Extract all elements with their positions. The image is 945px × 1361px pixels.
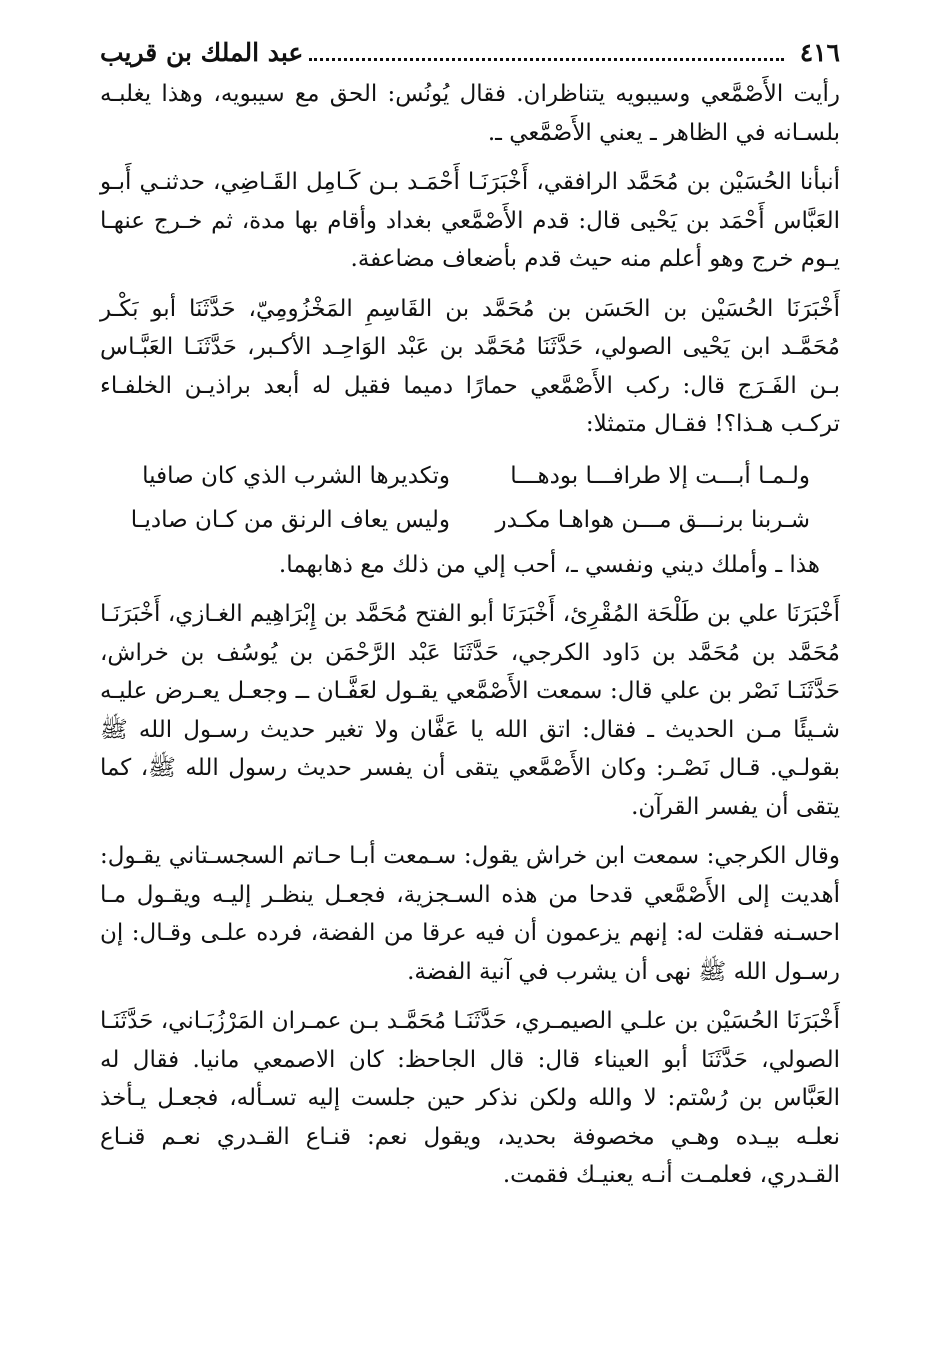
verse-line <box>100 498 840 542</box>
verse-line <box>100 454 840 498</box>
poem <box>100 454 840 542</box>
verse-first-hemistich: ولـمـا أبـــت إلا طرافـــا بودهـــا <box>510 462 810 489</box>
paragraph: رأيت الأَصْمَّعي وسيبويه يتناظران. فقال يُونُس: الحق مع سيبويه، وهذا يغلبـه بلسـانه في الظاهر ـ يعني الأَصْمَّعي ـ. <box>100 81 840 146</box>
verse-first-hemistich: شـربنا برنـــق مـــن هواهـا مكـدر <box>495 506 810 533</box>
paragraph: أَخْبَرَنَا الحُسَيْن بن علـي الصيمـري، حَدَّثَنَـا مُحَمَّـد بـن عمـران المَرْزُبَـاني، حَدَّثَنَـا الصولي، حَدَّثَنَا أبو العيناء قال: قال الجاحظ: كان الاصمعي مانيا. فقال له العَبَّاس بن رُسْتم: لا والله ولكن نذكر حين جلست إليه تسـأله، فجعـل يـأخذ نعلـه بيـده وهـي مخصوفة بحديد، ويقول نعم: قنـاع القـدري نعـم قنـاع القـدري، فعلمـت أنـه يعنيـك فقمت. <box>100 1008 840 1188</box>
verse-second-hemistich: وتكديرها الشرب الذي كان صافيا <box>142 462 450 489</box>
after-poem-line: هذا ـ وأملك ديني ونفسي ـ، أحب إلي من ذلك مع ذهابهما. <box>278 551 820 578</box>
header-title: عبد الملك بن قريب <box>100 38 304 67</box>
book-page <box>100 38 840 1195</box>
verse-second-hemistich: وليس يعاف الرنق من كـان صاديـا <box>130 506 450 533</box>
paragraph: أَخْبَرَنَا الحُسَيْن بن الحَسَن بن مُحَمَّد بن القَاسِمِ المَخْزُومِيّ، حَدَّثَنَا أبو بَكْـر مُحَمَّـد ابن يَحْيى الصولي، حَدَّثَنَا مُحَمَّد بن عَبْد الوَاحِـد الأكـبر، حَدَّثَنَـا العَبَّـاس بـن الفَـرَج قال: ركب الأَصْمَّعي حمارًا دميما فقيل له أبعد براذيـن الخلفـاء تركـب هـذا؟! فقـال متمثلا: <box>100 295 840 437</box>
paragraph: أَخْبَرَنَا علي بن طَلْحَة المُقْرِئ، أَخْبَرَنَا أبو الفتح مُحَمَّد بن إِبْرَاهِيم الغـازي، أَخْبَرَنَـا مُحَمَّد بن مُحَمَّد بن دَاود الكرجي، حَدَّثَنَا عَبْد الرَّحْمَن بن يُوسُف بن خراش، حَدَّثَنَـا نَصْر بن علي قال: سمعت الأَصْمَّعي يقـول لعَفَّـان ــ وجعـل يعـرض عليـه شـيئًا مـن الحديث ـ فقال: اتق الله يا عَفَّان ولا تغير حديث رسـول الله ﷺ بقولـي. قـال نَصْـر: وكان الأَصْمَّعي يتقى أن يفسر حديث رسول الله ﷺ، كما يتقى أن يفسر القرآن. <box>100 601 840 820</box>
page-number: ٤١٦ <box>799 38 840 67</box>
paragraph: أنبأنا الحُسَيْن بن مُحَمَّد الرافقي، أَخْبَرَنَـا أَحْمَـد بـن كَـامِل القَـاضِي، حدثنـي أَبـو العَبَّاس أَحْمَد بن يَحْيى قال: قدم الأَصْمَّعي بغداد وأقام بها مدة، ثم خـرج عنهـا يـوم خرج وهو أعلم منه حيث قدم بأضعاف مضاعفة. <box>100 169 840 272</box>
header-dotted-leader <box>309 58 783 61</box>
running-header <box>100 38 840 75</box>
paragraph: وقال الكرجي: سمعت ابن خراش يقول: سـمعت أبـا حـاتم السجسـتاني يقـول: أهديت إلى الأَصْمَّعي قدحا من هذه السـجزية، فجعـل ينظـر إليـه ويقـول مـا احسـنه فقلت له: إنهم يزعمون أن فيه عرقا من الفضة، فرده علـى وقـال: إن رسـول الله ﷺ نهى أن يشرب في آنية الفضة. <box>100 843 840 985</box>
